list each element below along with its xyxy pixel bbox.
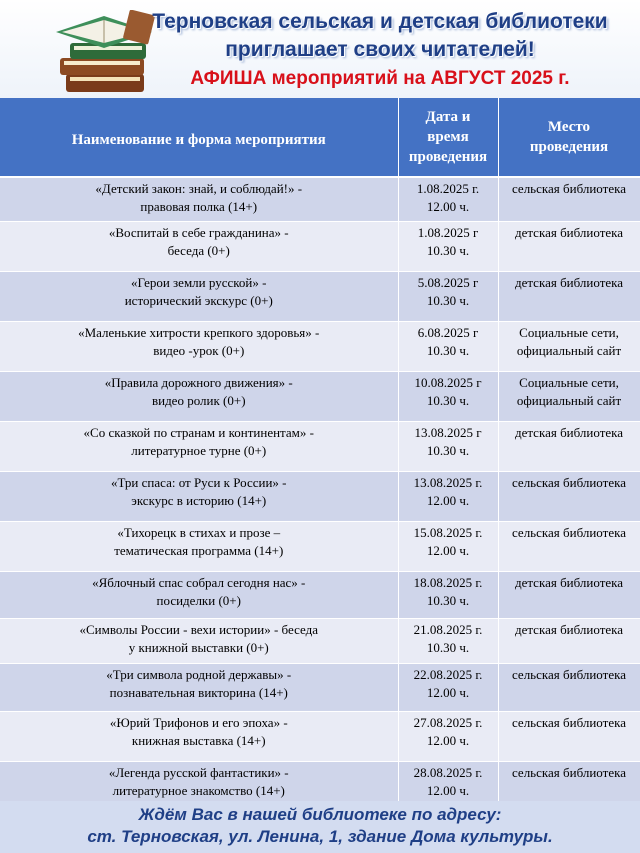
event-date-cell [398,321,498,371]
event-name-cell-line: экскурс в историю (14+) [131,492,267,508]
event-date-cell [398,271,498,321]
table-row [0,271,640,321]
event-name-cell-line: «Тихорецк в стихах и прозе – [117,524,281,540]
table-row [0,618,640,663]
event-date-cell [398,521,498,571]
event-name-cell [0,421,398,471]
event-date-cell-line: 12.00 ч. [426,684,470,700]
event-place-cell-line: сельская библиотека [512,524,626,540]
table-row [0,321,640,371]
event-date-cell-line: 28.08.2025 г. [413,764,483,780]
event-name-cell-line: литературное турне (0+) [131,442,267,458]
table-header-row [0,98,640,177]
event-name-cell-line: посиделки (0+) [156,592,241,608]
event-date-cell-line: 13.08.2025 г. [413,474,483,490]
event-date-cell-line: 10.30 ч. [426,592,470,608]
event-place-cell [498,421,640,471]
event-place-cell-line: официальный сайт [516,342,622,358]
event-name-cell-line: «Три спаса: от Руси к России» - [110,474,287,490]
event-place-cell-line: сельская библиотека [512,764,626,780]
footer-line-1: Ждём Вас в нашей библиотеке по адресу: [138,805,502,824]
header-date-line: проведения [408,149,488,165]
header-place-line: Место [547,119,591,135]
event-name-cell-line: «Воспитай в себе гражданина» - [108,224,289,240]
event-name-cell [0,471,398,521]
event-date-cell-line: 10.30 ч. [426,442,470,458]
event-date-cell [398,221,498,271]
event-place-cell [498,618,640,663]
header-name: Наименование и форма мероприятия [0,98,398,177]
event-place-cell [498,521,640,571]
event-name-cell-line: «Юрий Трифонов и его эпоха» - [109,714,288,730]
event-name-cell-line: «Маленькие хитрости крепкого здоровья» - [78,324,320,340]
event-place-cell-line: сельская библиотека [512,666,626,682]
event-date-cell [398,711,498,761]
table-row [0,471,640,521]
table-row [0,421,640,471]
event-name-cell-line: «Детский закон: знай, и соблюдай!» - [95,181,303,196]
header-place-line: проведения [529,139,609,155]
event-place-cell [498,271,640,321]
footer-line-2: ст. Терновская, ул. Ленина, 1, здание Дома культуры. [87,827,553,846]
event-date-cell-line: 12.00 ч. [426,199,470,214]
title-line-2: приглашает своих читателей! [225,38,535,61]
event-date-cell [398,618,498,663]
event-place-cell [498,221,640,271]
table-row [0,177,640,221]
event-place-cell [498,321,640,371]
event-date-cell-line: 10.30 ч. [426,639,470,655]
event-name-cell [0,177,398,221]
event-name-cell-line: у книжной выставки (0+) [128,639,269,655]
event-date-cell-line: 18.08.2025 г. [413,574,483,590]
event-name-cell-line: «Яблочный спас собрал сегодня нас» - [92,574,306,590]
event-name-cell-line: правовая полка (14+) [140,199,258,214]
event-date-cell-line: 1.08.2025 г [417,224,479,240]
event-place-cell-line: детская библиотека [514,424,624,440]
event-place-cell-line: сельская библиотека [512,714,626,730]
event-date-cell-line: 22.08.2025 г. [413,666,483,682]
event-date-cell-line: 6.08.2025 г [417,324,479,340]
events-table [0,98,640,814]
event-place-cell-line: Социальные сети, [519,374,619,390]
event-name-cell-line: познавательная викторина (14+) [109,684,288,700]
event-place-cell-line: детская библиотека [514,274,624,290]
event-place-cell-line: сельская библиотека [512,181,626,196]
event-name-cell [0,663,398,711]
event-place-cell [498,177,640,221]
event-place-cell [498,471,640,521]
event-place-cell-line: сельская библиотека [512,474,626,490]
event-date-cell [398,663,498,711]
event-place-cell [498,711,640,761]
event-date-cell [398,177,498,221]
event-name-cell [0,711,398,761]
event-name-cell [0,521,398,571]
event-name-cell-line: «Со сказкой по странам и континентам» - [83,424,314,440]
event-date-cell [398,371,498,421]
event-name-cell [0,618,398,663]
title-line-1: Терновская сельская и детская библиотеки [152,10,608,33]
event-name-cell-line: литературное знакомство (14+) [112,782,285,798]
table-row [0,663,640,711]
event-place-cell-line: детская библиотека [514,224,624,240]
event-date-cell-line: 1.08.2025 г. [416,181,480,196]
event-date-cell [398,471,498,521]
event-place-cell-line: детская библиотека [514,574,624,590]
event-name-cell [0,371,398,421]
header-date-line: Дата и [425,109,471,125]
event-name-cell [0,221,398,271]
event-name-cell-line: исторический экскурс (0+) [124,292,273,308]
header-date-line: время [427,129,469,145]
event-name-cell-line: «Правила дорожного движения» - [104,374,293,390]
event-name-cell [0,571,398,618]
table-row [0,371,640,421]
table-row [0,521,640,571]
event-date-cell-line: 15.08.2025 г. [413,524,483,540]
event-name-cell-line: видео -урок (0+) [153,342,245,358]
event-place-cell-line: Социальные сети, [519,324,619,340]
event-date-cell-line: 12.00 ч. [426,492,470,508]
event-name-cell-line: книжная выставка (14+) [131,732,266,748]
subtitle: АФИША мероприятий на АВГУСТ 2025 г. [190,68,570,89]
event-date-cell-line: 10.08.2025 г [414,374,482,390]
event-date-cell [398,571,498,618]
event-date-cell-line: 5.08.2025 г [417,274,479,290]
event-date-cell-line: 27.08.2025 г. [413,714,483,730]
event-date-cell-line: 21.08.2025 г. [413,621,483,637]
event-date-cell-line: 10.30 ч. [426,292,470,308]
event-name-cell-line: тематическая программа (14+) [114,542,284,558]
event-place-cell-line: детская библиотека [514,621,624,637]
table-row [0,711,640,761]
event-date-cell-line: 12.00 ч. [426,542,470,558]
event-name-cell-line: «Три символа родной державы» - [106,666,292,682]
event-name-cell-line: видео ролик (0+) [151,392,246,408]
header [0,0,640,98]
event-place-cell-line: официальный сайт [516,392,622,408]
event-date-cell-line: 12.00 ч. [426,782,470,798]
table-row [0,221,640,271]
event-name-cell-line: «Герои земли русской» - [131,274,267,290]
event-date-cell-line: 13.08.2025 г [414,424,482,440]
event-date-cell [398,421,498,471]
footer [0,801,640,853]
event-place-cell [498,571,640,618]
event-place-cell [498,663,640,711]
event-name-cell [0,271,398,321]
event-name-cell-line: «Легенда русской фантастики» - [108,764,289,780]
table-row [0,571,640,618]
header-date [398,98,498,177]
event-date-cell-line: 10.30 ч. [426,342,470,358]
event-name-cell-line: беседа (0+) [167,242,230,258]
event-date-cell-line: 10.30 ч. [426,392,470,408]
event-date-cell-line: 10.30 ч. [426,242,470,258]
event-date-cell-line: 12.00 ч. [426,732,470,748]
event-name-cell-line: «Символы России - вехи истории» - беседа [79,621,318,637]
event-name-cell [0,321,398,371]
event-place-cell [498,371,640,421]
books-icon [52,10,162,98]
header-place [498,98,640,177]
